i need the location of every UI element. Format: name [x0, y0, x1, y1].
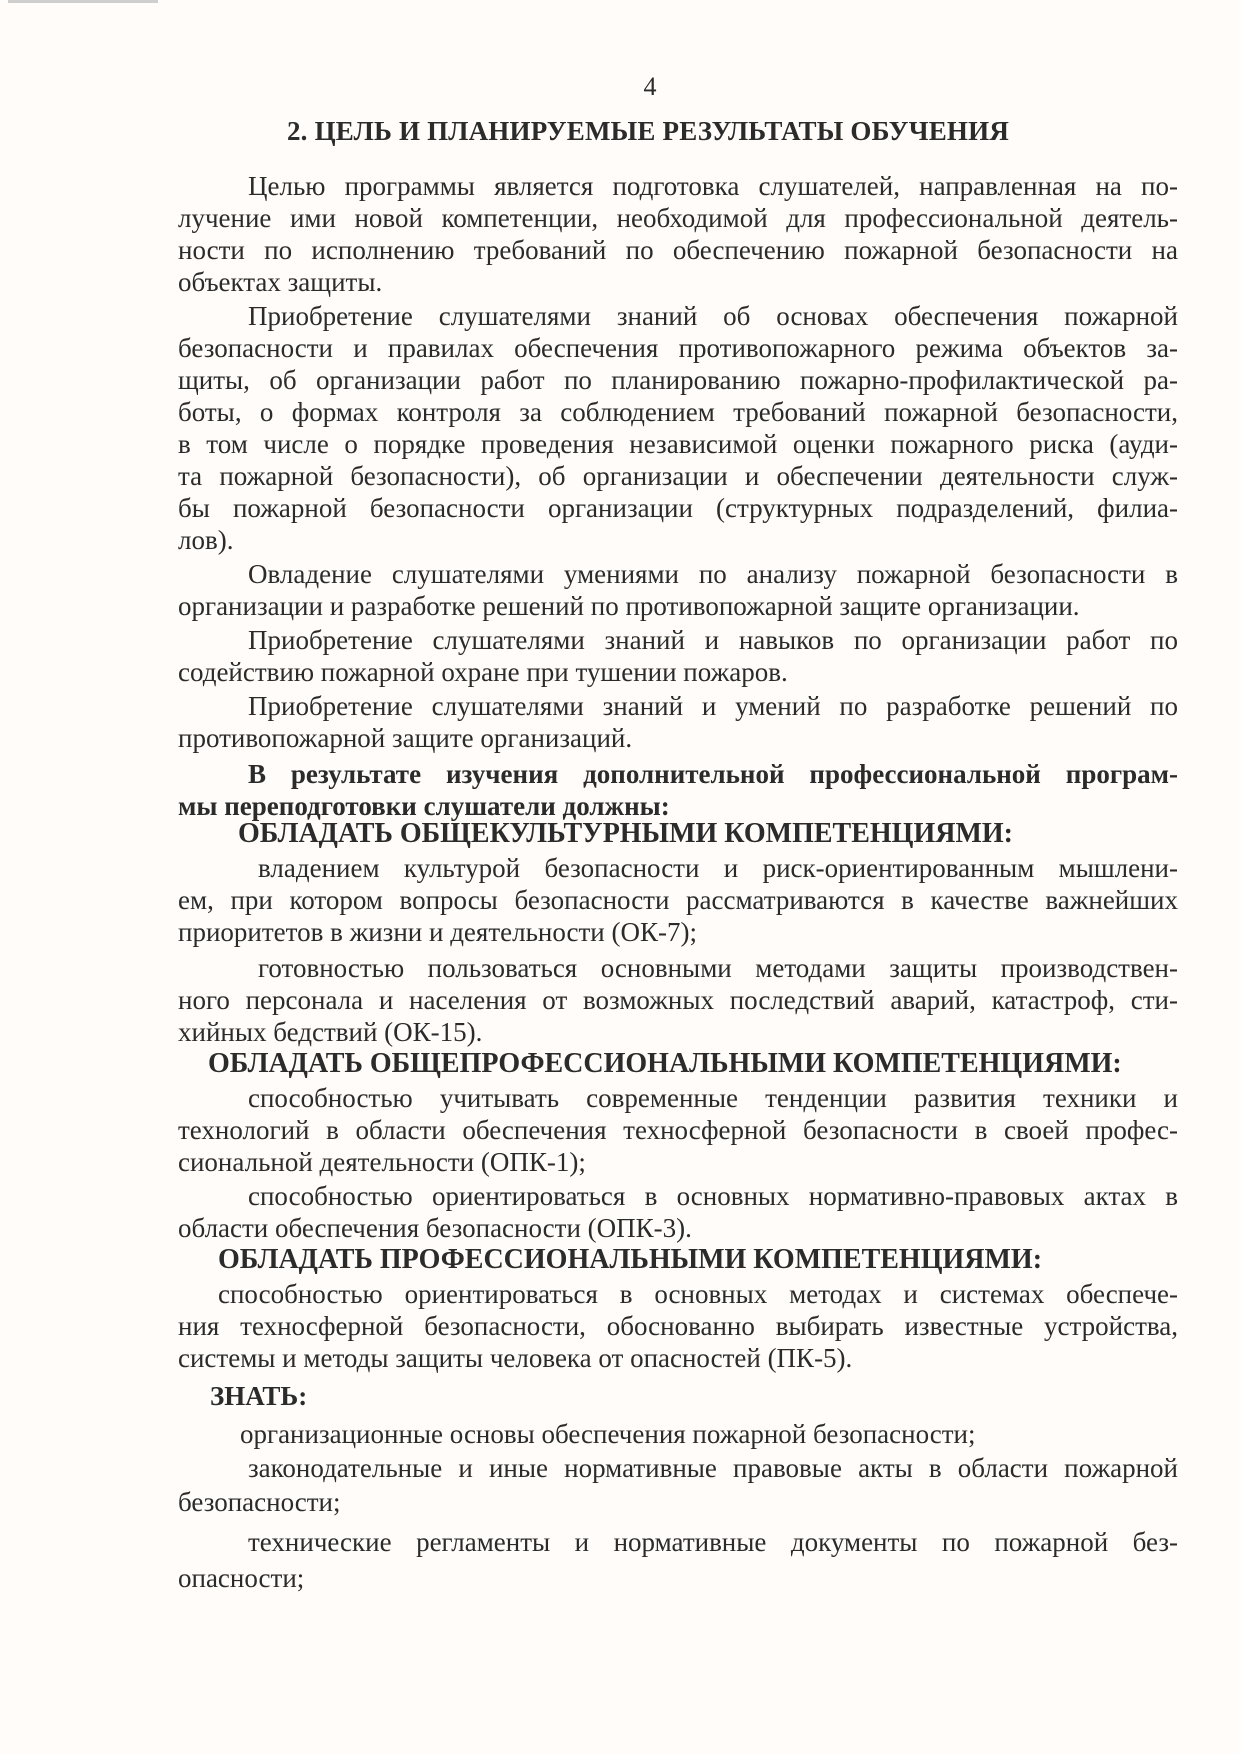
paragraph-line: готовностью пользоваться основными методами защиты производствен- — [258, 953, 1178, 983]
section-title: 2. ЦЕЛЬ И ПЛАНИРУЕМЫЕ РЕЗУЛЬТАТЫ ОБУЧЕНИЯ — [286, 116, 1010, 146]
paragraph-line: боты, о формах контроля за соблюдением требований пожарной безопасности, — [178, 397, 1178, 427]
paragraph-line: та пожарной безопасности), об организации и обеспечении деятельности служ- — [178, 461, 1178, 491]
paragraph-line: ного персонала и населения от возможных последствий аварий, катастроф, сти- — [178, 985, 1178, 1015]
paragraph-line: технологий в области обеспечения техносферной безопасности в своей профес- — [178, 1115, 1178, 1145]
paragraph-line: Приобретение слушателями знаний и умений по разработке решений по — [248, 691, 1178, 721]
paragraph-line: щиты, об организации работ по планированию пожарно-профилактической ра- — [178, 365, 1178, 395]
paragraph-line: области обеспечения безопасности (ОПК-3). — [178, 1213, 692, 1243]
page-number: 4 — [643, 72, 657, 101]
paragraph-line: ности по исполнению требований по обеспечению пожарной безопасности на — [178, 235, 1178, 265]
paragraph-line: способностью ориентироваться в основных нормативно-правовых актах в — [248, 1181, 1178, 1211]
paragraph-line: ния техносферной безопасности, обоснованно выбирать известные устройства, — [178, 1311, 1178, 1341]
paragraph-line: владением культурой безопасности и риск-ориентированным мышлени- — [258, 853, 1178, 883]
paragraph-line: Приобретение слушателями знаний и навыков по организации работ по — [248, 625, 1178, 655]
paragraph-line: организации и разработке решений по противопожарной защите организации. — [178, 591, 1080, 621]
paragraph-line: технические регламенты и нормативные документы по пожарной без- — [248, 1527, 1178, 1557]
paragraph-line: объектах защиты. — [178, 267, 383, 297]
paragraph-line: законодательные и иные нормативные правовые акты в области пожарной — [248, 1453, 1178, 1483]
paragraph-line: Овладение слушателями умениями по анализу пожарной безопасности в — [248, 559, 1178, 589]
paragraph-line: Приобретение слушателями знаний об основах обеспечения пожарной — [248, 301, 1178, 331]
paragraph-line: приоритетов в жизни и деятельности (ОК-7); — [178, 917, 697, 947]
paragraph-line: организационные основы обеспечения пожарной безопасности; — [240, 1419, 976, 1449]
bold-intro-line: В результате изучения дополнительной профессиональной програм- — [248, 759, 1178, 789]
scan-edge-artifact — [8, 0, 158, 3]
bold-intro-line: мы переподготовки слушатели должны: — [178, 791, 670, 821]
paragraph-line: Целью программы является подготовка слушателей, направленная на по- — [248, 171, 1178, 201]
paragraph-line: способностью учитывать современные тенденции развития техники и — [248, 1083, 1178, 1113]
paragraph-line: противопожарной защите организаций. — [178, 723, 633, 753]
heading-know: ЗНАТЬ: — [210, 1381, 308, 1411]
heading-professional: ОБЛАДАТЬ ПРОФЕССИОНАЛЬНЫМИ КОМПЕТЕНЦИЯМИ: — [218, 1244, 1043, 1275]
heading-general-cultural: ОБЛАДАТЬ ОБЩЕКУЛЬТУРНЫМИ КОМПЕТЕНЦИЯМИ: — [238, 818, 1013, 849]
paragraph-line: в том числе о порядке проведения независимой оценки пожарного риска (ауди- — [178, 429, 1178, 459]
paragraph-line: бы пожарной безопасности организации (структурных подразделений, филиа- — [178, 493, 1178, 523]
paragraph-line: системы и методы защиты человека от опасностей (ПК-5). — [178, 1343, 853, 1373]
paragraph-line: лучение ими новой компетенции, необходимой для профессиональной деятель- — [178, 203, 1178, 233]
paragraph-line: безопасности; — [178, 1487, 341, 1517]
paragraph-line: ем, при котором вопросы безопасности рассматриваются в качестве важнейших — [178, 885, 1178, 915]
heading-general-professional: ОБЛАДАТЬ ОБЩЕПРОФЕССИОНАЛЬНЫМИ КОМПЕТЕНЦИЯМИ: — [208, 1048, 1122, 1079]
paragraph-line: способностью ориентироваться в основных методах и системах обеспече- — [218, 1279, 1178, 1309]
paragraph-line: сиональной деятельности (ОПК-1); — [178, 1147, 586, 1177]
paragraph-line: опасности; — [178, 1563, 305, 1593]
paragraph-line: хийных бедствий (ОК-15). — [178, 1017, 483, 1047]
paragraph-line: содействию пожарной охране при тушении пожаров. — [178, 657, 788, 687]
paragraph-line: лов). — [178, 525, 234, 555]
paragraph-line: безопасности и правилах обеспечения противопожарного режима объектов за- — [178, 333, 1178, 363]
